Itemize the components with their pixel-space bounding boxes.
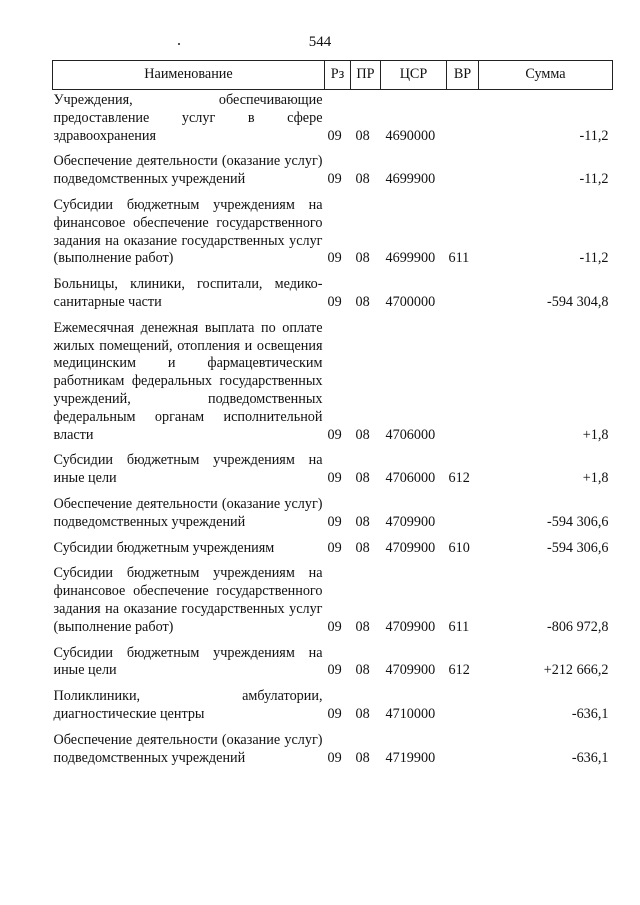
header-sum: Сумма [479, 61, 613, 90]
cell-pr: 08 [355, 618, 370, 635]
cell-sum: -11,2 [579, 250, 609, 267]
cell-vr: 612 [448, 470, 470, 487]
cell-sum: +1,8 [582, 470, 609, 487]
table-row [53, 268, 613, 312]
cell-sum: -636,1 [571, 749, 609, 766]
cell-name: Субсидии бюджетным учреждениям на иные цели [53, 452, 323, 487]
cell-vr: 612 [448, 662, 470, 679]
cell-pr: 08 [355, 662, 370, 679]
header-rz: Рз [325, 61, 351, 90]
header-vr: ВР [447, 61, 479, 90]
cell-rz: 09 [327, 662, 342, 679]
cell-sum: -11,2 [579, 171, 609, 188]
cell-csr: 4709900 [385, 618, 436, 635]
cell-name: Субсидии бюджетным учреждениям [53, 539, 275, 556]
cell-pr: 08 [355, 539, 370, 556]
cell-pr: 08 [355, 426, 370, 443]
cell-pr: 08 [355, 250, 370, 267]
cell-name: Учреждения, обеспечивающие предоставление услуг в сфере здравоохранения [53, 92, 323, 144]
cell-name: Ежемесячная денежная выплата по оплате жилых помещений, отопления и освещения медицинским и фармацевтическим работникам федеральных государственных учреждений, подведомственных федеральным органам исполнительной власти [53, 319, 323, 443]
header-csr: ЦСР [381, 61, 447, 90]
scan-speck [178, 43, 180, 45]
cell-csr: 4699900 [385, 171, 436, 188]
table-body [53, 90, 613, 768]
cell-name: Поликлиники, амбулатории, диагностические центры [53, 688, 323, 722]
cell-rz: 09 [327, 539, 342, 556]
cell-vr [447, 268, 479, 312]
cell-sum: -636,1 [571, 705, 609, 722]
cell-rz: 09 [327, 470, 342, 487]
cell-sum: -806 972,8 [547, 618, 609, 635]
cell-sum: -594 306,6 [547, 513, 609, 530]
cell-rz: 09 [327, 749, 342, 766]
cell-vr [447, 488, 479, 532]
cell-sum: -594 304,8 [547, 293, 609, 310]
table-row [53, 444, 613, 488]
cell-pr: 08 [355, 171, 370, 188]
cell-name: Субсидии бюджетным учреждениям на финансовое обеспечение государственного задания на оказание государственных услуг (выполнение работ) [53, 196, 323, 267]
cell-name: Субсидии бюджетным учреждениям на иные цели [53, 644, 323, 679]
table-row [53, 724, 613, 768]
cell-rz: 09 [327, 171, 342, 188]
cell-sum: -11,2 [579, 127, 609, 144]
cell-csr: 4709900 [385, 662, 436, 679]
cell-name: Обеспечение деятельности (оказание услуг) подведомственных учреждений [53, 153, 323, 188]
page-number: 544 [308, 34, 332, 50]
cell-sum: -594 306,6 [547, 539, 609, 556]
cell-vr [447, 312, 479, 445]
cell-rz: 09 [327, 293, 342, 310]
table-row [53, 145, 613, 189]
cell-vr: 610 [448, 539, 470, 556]
table-row [53, 90, 613, 146]
cell-name: Обеспечение деятельности (оказание услуг) подведомственных учреждений [53, 495, 323, 530]
table-row [53, 189, 613, 268]
cell-rz: 09 [327, 250, 342, 267]
cell-name: Обеспечение деятельности (оказание услуг) подведомственных учреждений [53, 731, 323, 766]
cell-csr: 4706000 [385, 470, 436, 487]
cell-sum: +1,8 [582, 426, 609, 443]
cell-csr: 4709900 [385, 513, 436, 530]
cell-csr: 4700000 [385, 293, 436, 310]
cell-rz: 09 [327, 705, 342, 722]
cell-sum: +212 666,2 [543, 662, 609, 679]
cell-name: Больницы, клиники, госпитали, медико-санитарные части [53, 276, 323, 310]
cell-pr: 08 [355, 749, 370, 766]
header-row [53, 61, 613, 90]
table-row [53, 312, 613, 445]
table-row [53, 557, 613, 636]
table-row [53, 637, 613, 681]
cell-pr: 08 [355, 470, 370, 487]
cell-vr [447, 90, 479, 146]
cell-vr [447, 680, 479, 724]
header-pr: ПР [351, 61, 381, 90]
cell-csr: 4719900 [385, 749, 436, 766]
table-row [53, 532, 613, 558]
cell-csr: 4699900 [385, 250, 436, 267]
cell-rz: 09 [327, 618, 342, 635]
cell-vr [447, 145, 479, 189]
cell-csr: 4690000 [385, 127, 436, 144]
cell-pr: 08 [355, 127, 370, 144]
cell-csr: 4706000 [385, 426, 436, 443]
table-header [53, 61, 613, 90]
cell-vr: 611 [448, 250, 470, 267]
table-row [53, 488, 613, 532]
cell-rz: 09 [327, 426, 342, 443]
header-name: Наименование [53, 61, 325, 90]
cell-pr: 08 [355, 513, 370, 530]
cell-vr: 611 [448, 618, 470, 635]
cell-name: Субсидии бюджетным учреждениям на финансовое обеспечение государственного задания на оказание государственных услуг (выполнение работ) [53, 565, 323, 635]
cell-csr: 4710000 [385, 705, 436, 722]
cell-pr: 08 [355, 293, 370, 310]
cell-vr [447, 724, 479, 768]
cell-rz: 09 [327, 513, 342, 530]
cell-rz: 09 [327, 127, 342, 144]
cell-csr: 4709900 [385, 539, 436, 556]
budget-table [52, 60, 613, 767]
table-row [53, 680, 613, 724]
cell-pr: 08 [355, 705, 370, 722]
